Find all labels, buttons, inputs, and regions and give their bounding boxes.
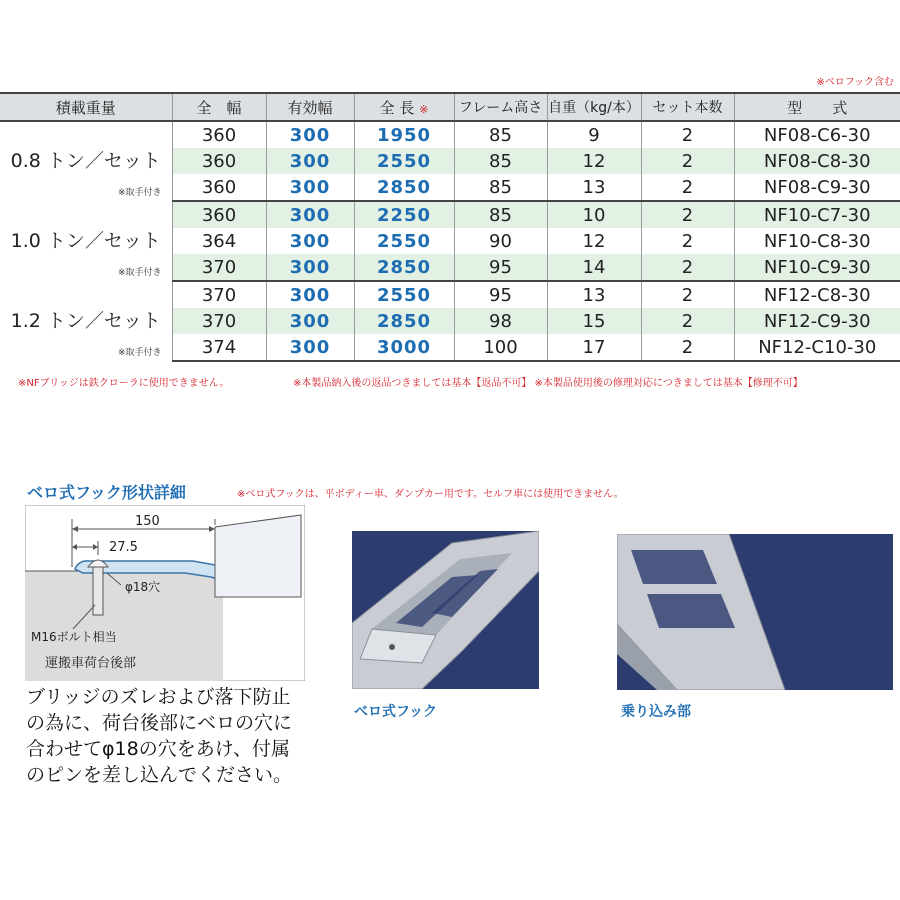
col-set-count: セット本数 [641, 93, 734, 121]
cell-length: 2550 [354, 228, 454, 254]
col-weight: 自重（kg/本） [547, 93, 641, 121]
cell-length: 2250 [354, 201, 454, 228]
cell-length: 2850 [354, 308, 454, 334]
cell-effective-width: 300 [266, 254, 354, 281]
bolt-label: M16ボルト相当 [31, 630, 117, 644]
note-hook-included: ※ベロフック含む [816, 77, 894, 88]
hook-hole-shape [389, 644, 395, 650]
cell-frame-height: 95 [454, 254, 547, 281]
cell-frame-height: 90 [454, 228, 547, 254]
cell-width: 360 [172, 121, 266, 148]
cell-effective-width: 300 [266, 334, 354, 361]
bed-label: 運搬車荷台後部 [45, 656, 137, 671]
cell-model: NF12-C10-30 [734, 334, 900, 361]
description-line: 合わせてφ18の穴をあけ、付属 [26, 738, 290, 760]
spec-table [0, 92, 900, 362]
bolt-shape [93, 567, 103, 615]
group-cell-1.2t [0, 281, 172, 361]
cell-model: NF12-C8-30 [734, 281, 900, 308]
cell-width: 370 [172, 308, 266, 334]
table-row [0, 121, 900, 148]
footnote-returns-repair: ※本製品納入後の返品つきましては基本【返品不可】 ※本製品使用後の修理対応につきましては基本【修理不可】 [293, 378, 803, 389]
group-cell-0.8t [0, 121, 172, 201]
cell-frame-height: 85 [454, 174, 547, 201]
cell-set-count: 2 [641, 254, 734, 281]
table-row [0, 281, 900, 308]
cell-length: 3000 [354, 334, 454, 361]
hook-section-note: ※ベロ式フックは、平ボディー車、ダンプカー用です。セルフ車には使用できません。 [237, 489, 624, 500]
col-model: 型 式 [734, 93, 900, 121]
cell-length: 2550 [354, 281, 454, 308]
cell-model: NF08-C9-30 [734, 174, 900, 201]
cell-length: 1950 [354, 121, 454, 148]
group-label: 1.2 トン／セット [10, 309, 161, 332]
header-row [0, 93, 900, 121]
hook-section-title: ベロ式フック形状詳細 [27, 483, 186, 502]
ramp-body-shape [215, 515, 301, 597]
description-line: の為に、荷台後部にベロの穴に [26, 712, 293, 734]
col-frame-height: フレーム高さ [454, 93, 547, 121]
photo1-caption: ベロ式フック [354, 704, 438, 720]
cell-set-count: 2 [641, 174, 734, 201]
cell-frame-height: 85 [454, 121, 547, 148]
cell-weight: 17 [547, 334, 641, 361]
entry-photo [617, 534, 893, 690]
footnote-crawler: ※NFブリッジは鉄クローラに使用できません。 [18, 378, 230, 389]
cell-weight: 13 [547, 281, 641, 308]
handle-note: ※取手付き [117, 268, 162, 278]
cell-set-count: 2 [641, 308, 734, 334]
cell-set-count: 2 [641, 281, 734, 308]
cell-set-count: 2 [641, 121, 734, 148]
cell-frame-height: 100 [454, 334, 547, 361]
cell-set-count: 2 [641, 228, 734, 254]
cell-model: NF10-C9-30 [734, 254, 900, 281]
hook-photo [352, 531, 539, 689]
dim-150-label: 150 [135, 514, 160, 529]
cell-width: 360 [172, 201, 266, 228]
ramp-slot-shape [647, 594, 735, 628]
cell-width: 364 [172, 228, 266, 254]
cell-frame-height: 98 [454, 308, 547, 334]
cell-width: 374 [172, 334, 266, 361]
cell-frame-height: 85 [454, 201, 547, 228]
cell-model: NF08-C6-30 [734, 121, 900, 148]
cell-effective-width: 300 [266, 174, 354, 201]
cell-model: NF08-C8-30 [734, 148, 900, 174]
hole-label: φ18穴 [125, 580, 161, 594]
cell-width: 360 [172, 174, 266, 201]
ramp-slot-shape [631, 550, 717, 584]
cell-frame-height: 95 [454, 281, 547, 308]
group-label: 1.0 トン／セット [10, 229, 161, 252]
hook-description [26, 684, 316, 788]
table-row [0, 201, 900, 228]
cell-effective-width: 300 [266, 228, 354, 254]
cell-width: 360 [172, 148, 266, 174]
cell-length: 2550 [354, 148, 454, 174]
photo2-caption: 乗り込み部 [621, 704, 691, 720]
cell-effective-width: 300 [266, 121, 354, 148]
col-effective-width: 有効幅 [266, 93, 354, 121]
cell-effective-width: 300 [266, 281, 354, 308]
group-label: 0.8 トン／セット [10, 150, 161, 172]
cell-effective-width: 300 [266, 308, 354, 334]
col-load: 積載重量 [0, 93, 172, 121]
cell-weight: 10 [547, 201, 641, 228]
hook-diagram [25, 505, 305, 681]
cell-effective-width: 300 [266, 201, 354, 228]
cell-length: 2850 [354, 174, 454, 201]
cell-model: NF12-C9-30 [734, 308, 900, 334]
cell-width: 370 [172, 254, 266, 281]
cell-set-count: 2 [641, 334, 734, 361]
cell-set-count: 2 [641, 148, 734, 174]
col-length: 全 長 ※ [354, 93, 454, 121]
cell-width: 370 [172, 281, 266, 308]
hook-tongue-shape [360, 629, 436, 663]
dim-27-label: 27.5 [109, 540, 138, 555]
cell-effective-width: 300 [266, 148, 354, 174]
cell-set-count: 2 [641, 201, 734, 228]
cell-frame-height: 85 [454, 148, 547, 174]
cell-weight: 12 [547, 228, 641, 254]
cell-model: NF10-C7-30 [734, 201, 900, 228]
cell-weight: 14 [547, 254, 641, 281]
cell-weight: 12 [547, 148, 641, 174]
description-line: ブリッジのズレおよび落下防止 [26, 686, 291, 708]
handle-note: ※取手付き [117, 348, 162, 358]
cell-weight: 15 [547, 308, 641, 334]
cell-weight: 9 [547, 121, 641, 148]
cell-weight: 13 [547, 174, 641, 201]
cell-length: 2850 [354, 254, 454, 281]
col-width: 全 幅 [172, 93, 266, 121]
length-star: ※ [419, 102, 429, 116]
handle-note: ※取手付き [117, 188, 162, 198]
group-cell-1.0t [0, 201, 172, 281]
cell-model: NF10-C8-30 [734, 228, 900, 254]
description-line: のピンを差し込んでください。 [26, 764, 293, 786]
